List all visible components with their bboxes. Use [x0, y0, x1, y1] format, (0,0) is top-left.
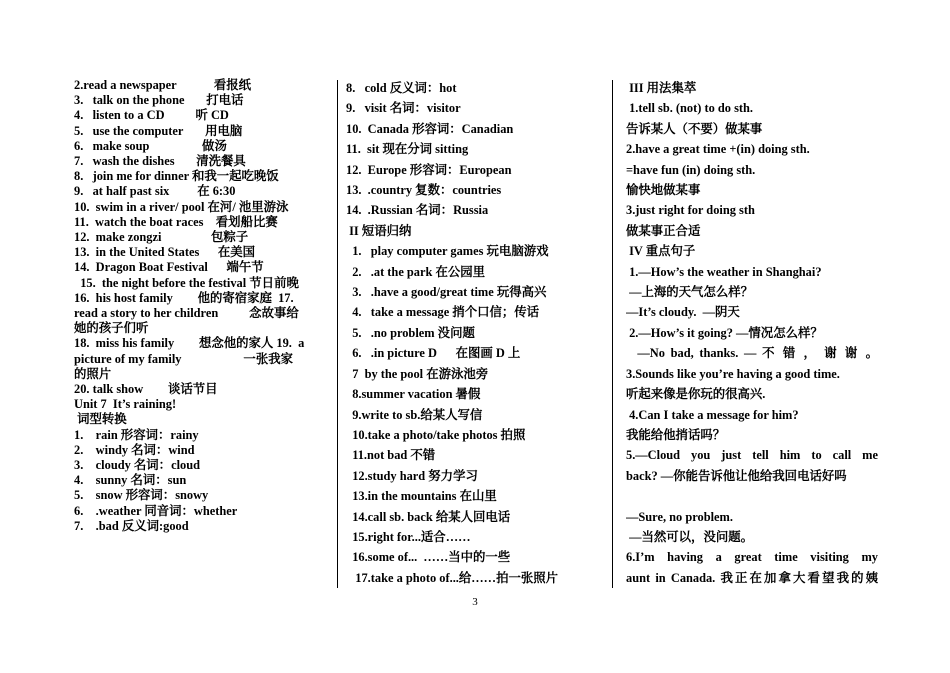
- col2-line: 14. .Russian 名词：Russia: [346, 203, 489, 218]
- col1-line: picture of my family 一张我家: [74, 351, 293, 366]
- col1-line: 16. his host family 他的寄宿家庭 17.: [74, 290, 294, 305]
- col1-line: 6. make soup 做汤: [74, 138, 227, 153]
- col2-line: 6. .in picture D 在图画 D 上: [346, 346, 521, 361]
- col3-line: 3.Sounds like you’re having a good time.: [626, 366, 840, 381]
- col1-line: Unit 7 It’s raining!: [74, 397, 177, 412]
- col1-line: 7. .bad 反义词:good: [74, 518, 189, 533]
- col1-line: 她的孩子们听: [74, 321, 149, 336]
- col2-line: 14.call sb. back 给某人回电话: [346, 509, 511, 524]
- col2-line: 4. take a message 捎个口信；传话: [346, 305, 540, 320]
- col1-line: 4. sunny 名词：sun: [74, 473, 187, 488]
- col1-line: 6. .weather 同音词：whether: [74, 503, 238, 518]
- col1-line: 12. make zongzi 包粽子: [74, 230, 249, 245]
- page-number: 3: [472, 596, 478, 608]
- col3-line: 听起来像是你玩的很高兴.: [626, 387, 766, 402]
- col2-line: 12. Europe 形容词：European: [346, 162, 512, 177]
- col2-line: 1. play computer games 玩电脑游戏: [346, 244, 549, 259]
- column-right: [626, 78, 878, 588]
- col2-line: 11. sit 现在分词 sitting: [346, 142, 469, 157]
- col1-line: 11. watch the boat races 看划船比赛: [74, 214, 278, 229]
- col3-line: —No bad, thanks. — 不 错 ， 谢 谢 。: [626, 346, 878, 361]
- col1-line: 5. snow 形容词：snowy: [74, 488, 209, 503]
- col2-line: 9.write to sb.给某人写信: [346, 407, 483, 422]
- col3-line: III 用法集萃: [626, 81, 697, 95]
- col2-line: 9. visit 名词：visitor: [346, 101, 461, 116]
- col2-line: 11.not bad 不错: [346, 448, 436, 463]
- col2-line: 7 by the pool 在游泳池旁: [346, 366, 489, 381]
- col3-line: 2.—How’s it going? —情况怎么样？: [626, 325, 823, 340]
- col3-line: 愉快地做某事: [626, 183, 701, 198]
- col3-line: [626, 486, 878, 506]
- col2-line: 8.summer vacation 暑假: [346, 387, 481, 402]
- col3-line: aunt in Canada. 我正在加拿大看望我的姨: [626, 570, 878, 585]
- col1-line: 20. talk show 谈话节目: [74, 382, 218, 397]
- col3-line: 6.I’m having a great time visiting my: [626, 550, 878, 565]
- col3-line: 2.have a great time +(in) doing sth.: [626, 142, 810, 157]
- col3-line: 4.Can I take a message for him?: [626, 407, 799, 422]
- col2-line: 8. cold 反义词：hot: [346, 81, 457, 95]
- col1-line: 18. miss his family 想念他的家人 19. a: [74, 336, 305, 351]
- col2-line: 13.in the mountains 在山里: [346, 489, 497, 504]
- col2-line: 2. .at the park 在公园里: [346, 264, 486, 279]
- col3-line: —上海的天气怎么样？: [626, 285, 754, 300]
- col1-line: 2.read a newspaper 看报纸: [74, 78, 252, 92]
- col3-line: 3.just right for doing sth: [626, 203, 755, 218]
- col3-line: 5.—Cloud you just tell him to call me: [626, 448, 878, 463]
- col3-line: 告诉某人（不要）做某事: [626, 121, 763, 136]
- col2-line: 5. .no problem 没问题: [346, 325, 475, 340]
- col1-line: 7. wash the dishes 清洗餐具: [74, 154, 246, 169]
- col2-line: 17.take a photo of...给……拍一张照片: [346, 570, 559, 585]
- col3-line: =have fun (in) doing sth.: [626, 162, 756, 177]
- col2-line: 10.take a photo/take photos 拍照: [346, 427, 526, 442]
- col3-line: IV 重点句子: [626, 244, 696, 259]
- col2-line: 13. .country 复数：countries: [346, 183, 502, 198]
- col1-line: 4. listen to a CD 听 CD: [74, 108, 229, 123]
- col1-line: read a story to her children 念故事给: [74, 306, 299, 321]
- col1-line: 15. the night before the festival 节日前晚: [74, 275, 299, 290]
- col1-line: 1. rain 形容词：rainy: [74, 427, 199, 442]
- col1-line: 词型转换: [74, 412, 127, 427]
- col2-line: 15.right for...适合……: [346, 529, 471, 544]
- col2-line: II 短语归纳: [346, 223, 412, 238]
- col2-line: 12.study hard 努力学习: [346, 468, 478, 483]
- col3-line: 1.tell sb. (not) to do sth.: [626, 101, 754, 116]
- col2-line: 3. .have a good/great time 玩得高兴: [346, 285, 547, 300]
- col3-line: 我能给他捎话吗？: [626, 427, 726, 442]
- col1-line: 8. join me for dinner 和我一起吃晚饭: [74, 169, 279, 184]
- col3-line: 做某事正合适: [626, 223, 701, 238]
- column-middle: [346, 78, 602, 588]
- col2-line: 10. Canada 形容词：Canadian: [346, 121, 514, 136]
- col3-line: —当然可以，没问题。: [626, 529, 754, 544]
- col3-line: —It’s cloudy. —阴天: [626, 305, 740, 320]
- column-divider: [337, 80, 338, 588]
- col1-line: 13. in the United States 在美国: [74, 245, 256, 260]
- column-divider: [612, 80, 613, 588]
- col1-line: 3. talk on the phone 打电话: [74, 93, 244, 108]
- col3-line: —Sure, no problem.: [626, 509, 733, 524]
- column-left: [74, 78, 330, 534]
- col1-line: 的照片: [74, 366, 112, 381]
- col3-line: back? —你能告诉他让他给我回电话好吗: [626, 468, 847, 483]
- col3-line: 1.—How’s the weather in Shanghai?: [626, 264, 822, 279]
- col1-line: 10. swim in a river/ pool 在河/ 池里游泳: [74, 199, 289, 214]
- col1-line: 14. Dragon Boat Festival 端午节: [74, 260, 264, 275]
- col1-line: 2. windy 名词：wind: [74, 442, 195, 457]
- col2-line: 16.some of... ……当中的一些: [346, 550, 511, 565]
- col1-line: 9. at half past six 在 6:30: [74, 184, 236, 199]
- col1-line: 3. cloudy 名词：cloud: [74, 458, 200, 473]
- col1-line: 5. use the computer 用电脑: [74, 123, 243, 138]
